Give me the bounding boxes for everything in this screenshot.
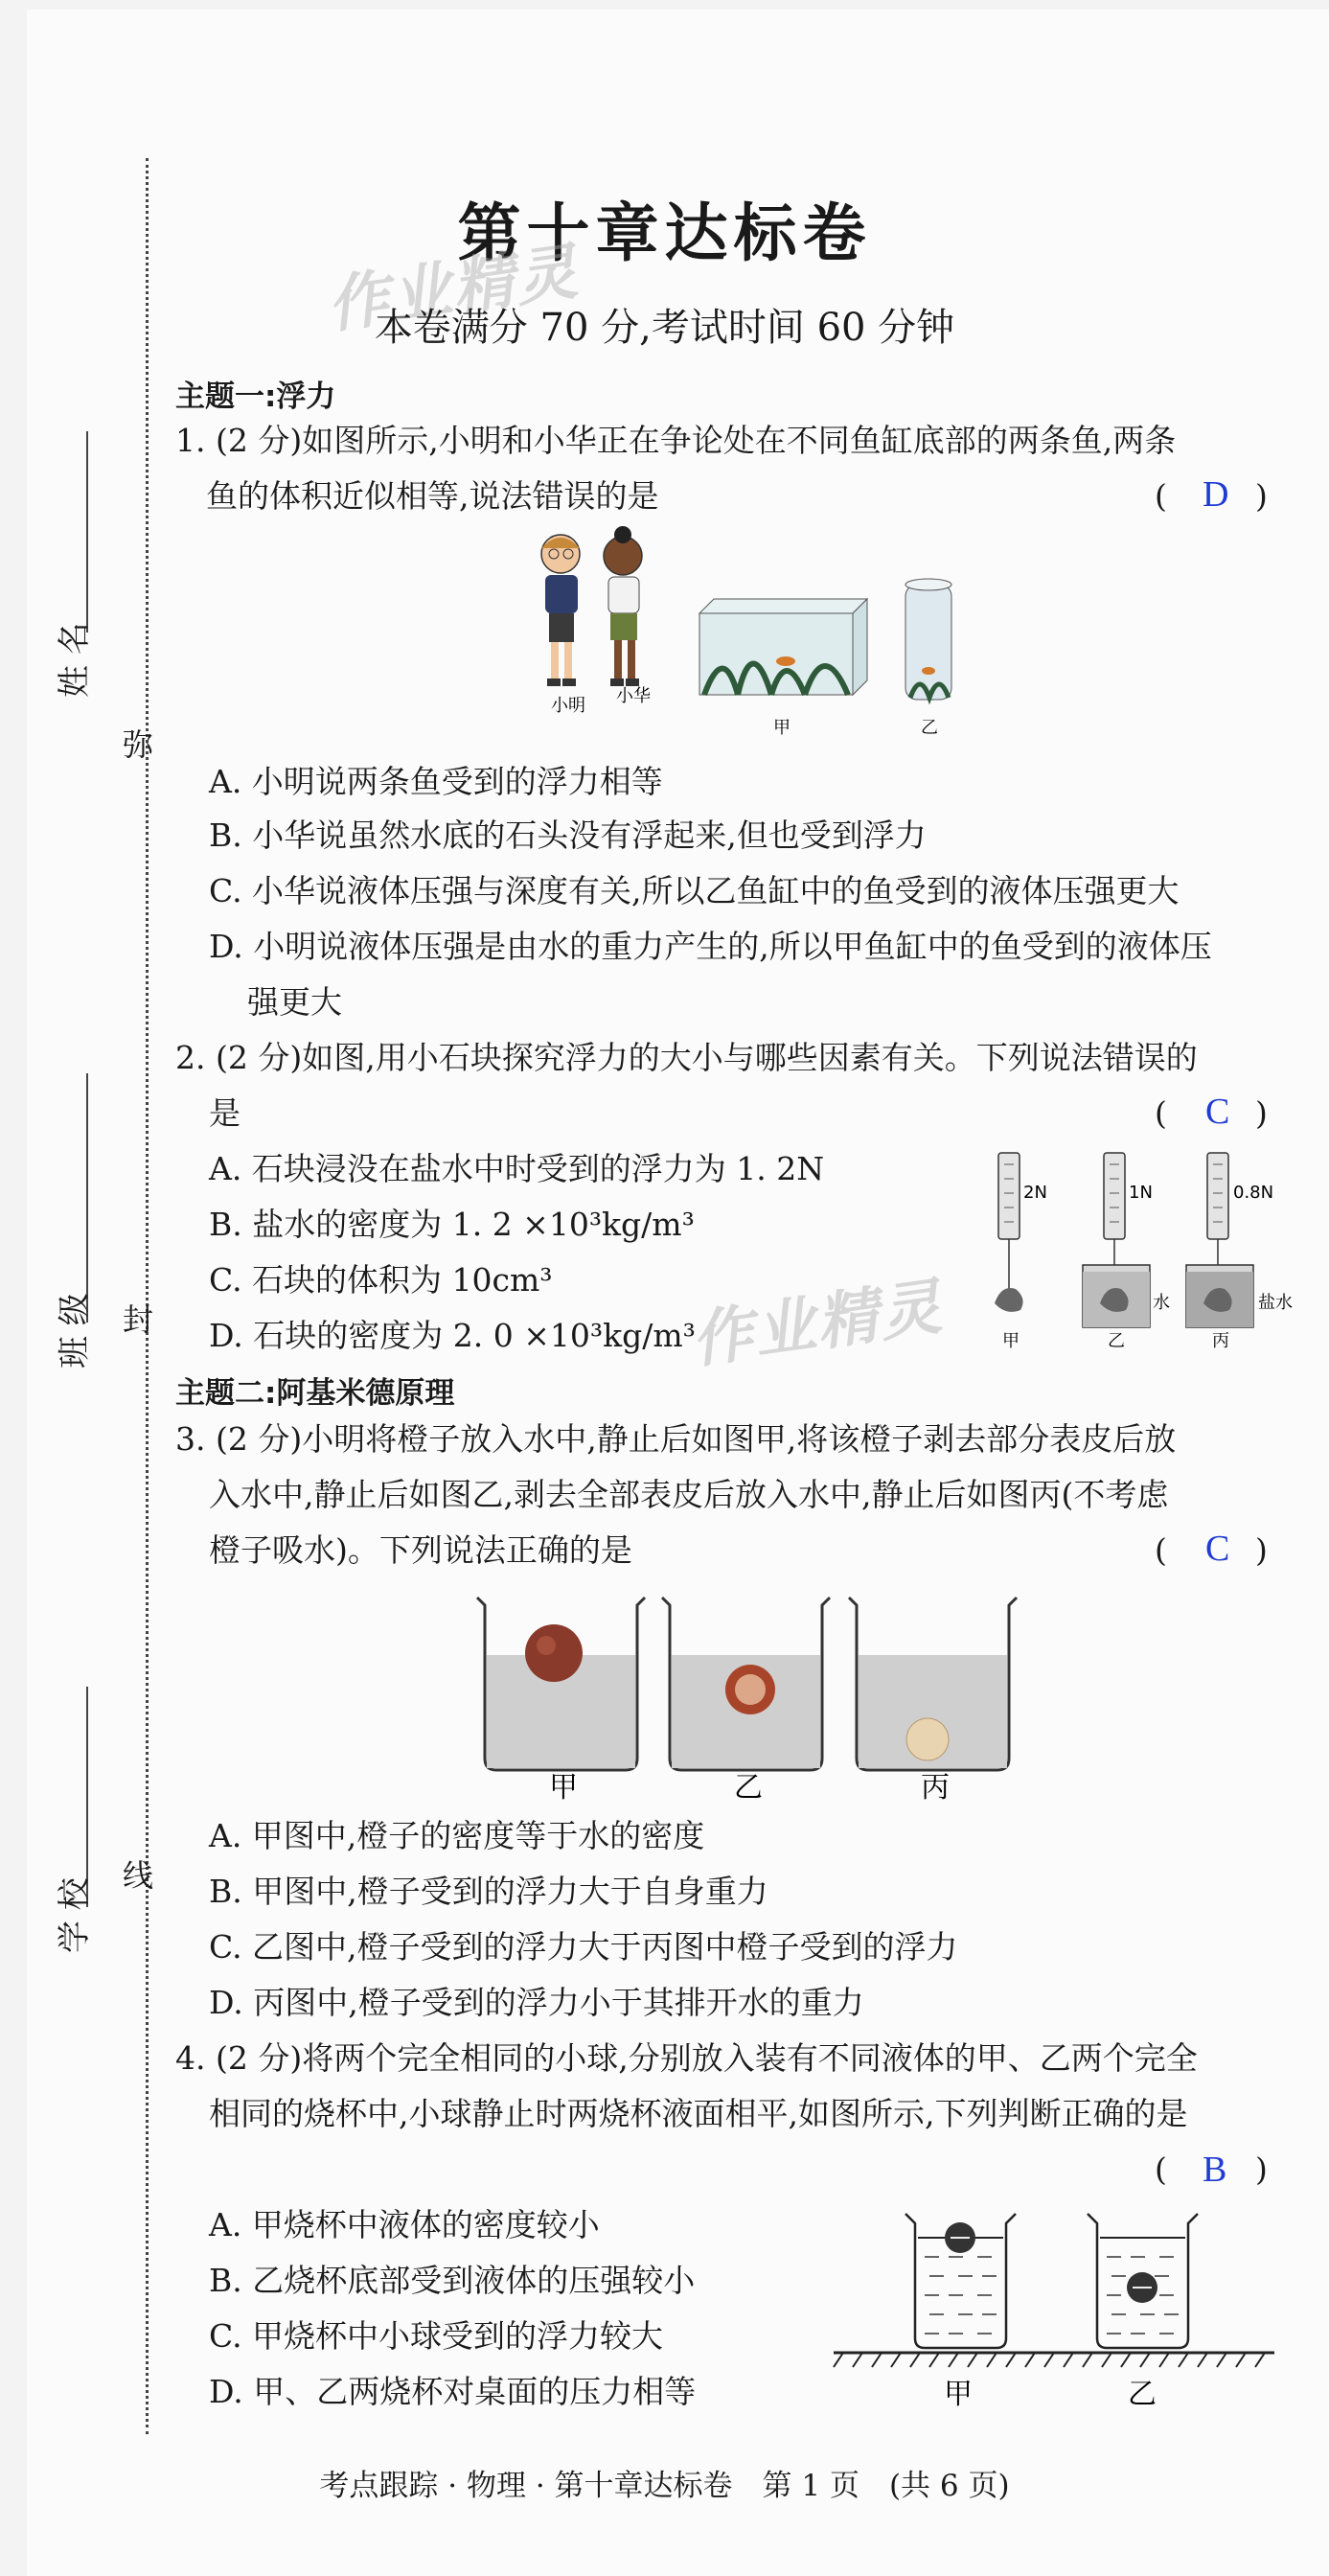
q2-answer: C [1205,1092,1230,1132]
reading-yi: 1N [1129,1183,1153,1203]
label-jia: 甲 [944,2378,973,2411]
label-yi: 乙 [1128,2378,1157,2411]
label-salt-water: 盐水 [1258,1293,1293,1313]
label-xiaoming: 小明 [551,696,585,716]
q4-stem-line2: 相同的烧杯中,小球静止时两烧杯液面相平,如图所示,下列判断正确的是 [209,2095,1188,2132]
section-heading-2: 主题二:阿基米德原理 [175,1376,455,1411]
binding-dotted-line [146,158,149,2434]
q4-answer: B [1203,2150,1227,2190]
reading-jia: 2N [1023,1183,1047,1203]
q1-stem-line2: 鱼的体积近似相等,说法错误的是 [206,477,659,515]
school-label: 学 校 [56,1877,94,1953]
label-yi: 乙 [734,1771,763,1805]
spring-scale-bing [1186,1153,1253,1327]
q3-paren-open: ( [1155,1531,1167,1569]
label-jia: 甲 [1002,1331,1020,1351]
label-tank-yi: 乙 [921,718,938,738]
q1-option-a[interactable]: A. 小明说两条鱼受到的浮力相等 [209,763,663,800]
q2-stem-line2: 是 [209,1094,241,1132]
q2-paren-open: ( [1155,1094,1167,1132]
q2-stem-line1: 2. (2 分)如图,用小石块探究浮力的大小与哪些因素有关。下列说法错误的 [175,1039,1198,1076]
q1-stem-line1: 1. (2 分)如图所示,小明和小华正在争论处在不同鱼缸底部的两条鱼,两条 [175,422,1177,459]
page-title: 第十章达标卷 [457,196,872,270]
q3-option-b[interactable]: B. 甲图中,橙子受到的浮力大于自身重力 [209,1873,768,1910]
q1-paren-close: ) [1255,477,1268,515]
watermark-text-2: 作业精灵 [686,1271,948,1377]
q4-stem-line1: 4. (2 分)将两个完全相同的小球,分别放入装有不同液体的甲、乙两个完全 [175,2039,1198,2077]
q4-option-b[interactable]: B. 乙烧杯底部受到液体的压强较小 [209,2262,696,2299]
label-bing: 丙 [1212,1331,1229,1351]
girl-illustration [604,526,642,686]
q1-option-c[interactable]: C. 小华说液体压强与深度有关,所以乙鱼缸中的鱼受到的液体压强更大 [209,872,1180,909]
label-tank-jia: 甲 [773,718,791,738]
reading-bing: 0.8N [1233,1183,1274,1203]
label-jia: 甲 [549,1771,578,1805]
boy-illustration [541,535,580,686]
label-water: 水 [1153,1293,1170,1313]
q2-option-b[interactable]: B. 盐水的密度为 1. 2 ×10³kg/m³ [209,1206,695,1243]
section-heading: 主题一:浮力 [175,380,336,414]
watermark-text: 作业精灵 [322,236,584,342]
q3-stem-line1: 3. (2 分)小明将橙子放入水中,静止后如图甲,将该橙子剥去部分表皮后放 [175,1420,1177,1458]
q1-answer: D [1203,474,1229,515]
page-footer: 考点跟踪 · 物理 · 第十章达标卷 第 1 页 (共 6 页) [319,2469,1010,2503]
q3-option-d[interactable]: D. 丙图中,橙子受到的浮力小于其排开水的重力 [209,1984,864,2021]
q2-option-a[interactable]: A. 石块浸没在盐水中时受到的浮力为 1. 2N [209,1150,825,1187]
beaker-jia [905,2214,1016,2348]
q2-option-c[interactable]: C. 石块的体积为 10cm³ [209,1261,553,1299]
label-xiaohua: 小华 [616,686,651,706]
class-label: 班 级 [56,1293,94,1368]
q2-paren-close: ) [1255,1094,1268,1132]
q4-paren-open: ( [1155,2150,1167,2188]
q3-option-c[interactable]: C. 乙图中,橙子受到的浮力大于丙图中橙子受到的浮力 [209,1928,958,1966]
q1-option-d-line2: 强更大 [247,983,342,1021]
q1-option-d-line1[interactable]: D. 小明说液体压强是由水的重力产生的,所以甲鱼缸中的鱼受到的液体压 [209,928,1212,965]
q1-option-b[interactable]: B. 小华说虽然水底的石头没有浮起来,但也受到浮力 [209,816,927,854]
class-underline [86,1073,88,1322]
beaker-yi [1088,2214,1198,2348]
seal-char-feng: 封 [123,1301,154,1338]
label-yi: 乙 [1108,1331,1125,1351]
school-underline [86,1687,88,1907]
seal-char-xian: 线 [123,1857,154,1894]
q3-stem-line2: 入水中,静止后如图乙,剥去全部表皮后放入水中,静止后如图丙(不考虑 [209,1476,1169,1513]
beaker-jia [477,1598,645,1770]
q2-option-d[interactable]: D. 石块的密度为 2. 0 ×10³kg/m³ [209,1317,696,1354]
q4-option-a[interactable]: A. 甲烧杯中液体的密度较小 [209,2206,600,2243]
q3-paren-close: ) [1255,1531,1268,1569]
q4-option-c[interactable]: C. 甲烧杯中小球受到的浮力较大 [209,2317,664,2355]
name-label: 姓 名 [56,622,94,698]
q2-figure [977,1145,1294,1361]
spring-scale-yi [1083,1153,1150,1327]
q3-stem-line3: 橙子吸水)。下列说法正确的是 [209,1531,632,1569]
q1-figure [522,527,973,748]
name-underline [86,431,88,632]
q1-paren-open: ( [1155,477,1167,515]
exam-info: 本卷满分 70 分,考试时间 60 分钟 [374,306,955,350]
q4-paren-close: ) [1255,2150,1268,2188]
beaker-yi [662,1598,830,1770]
q4-option-d[interactable]: D. 甲、乙两烧杯对桌面的压力相等 [209,2373,697,2410]
fish-tank-yi [905,579,951,700]
spring-scale-jia [995,1153,1023,1312]
q4-figure [834,2199,1274,2415]
q3-option-a[interactable]: A. 甲图中,橙子的密度等于水的密度 [209,1817,705,1854]
beaker-bing [849,1598,1017,1770]
label-bing: 丙 [921,1771,950,1805]
fish-tank-jia [699,599,867,695]
q3-figure [477,1596,1023,1816]
seal-char-mi: 弥 [123,726,154,763]
q3-answer: C [1205,1529,1230,1569]
